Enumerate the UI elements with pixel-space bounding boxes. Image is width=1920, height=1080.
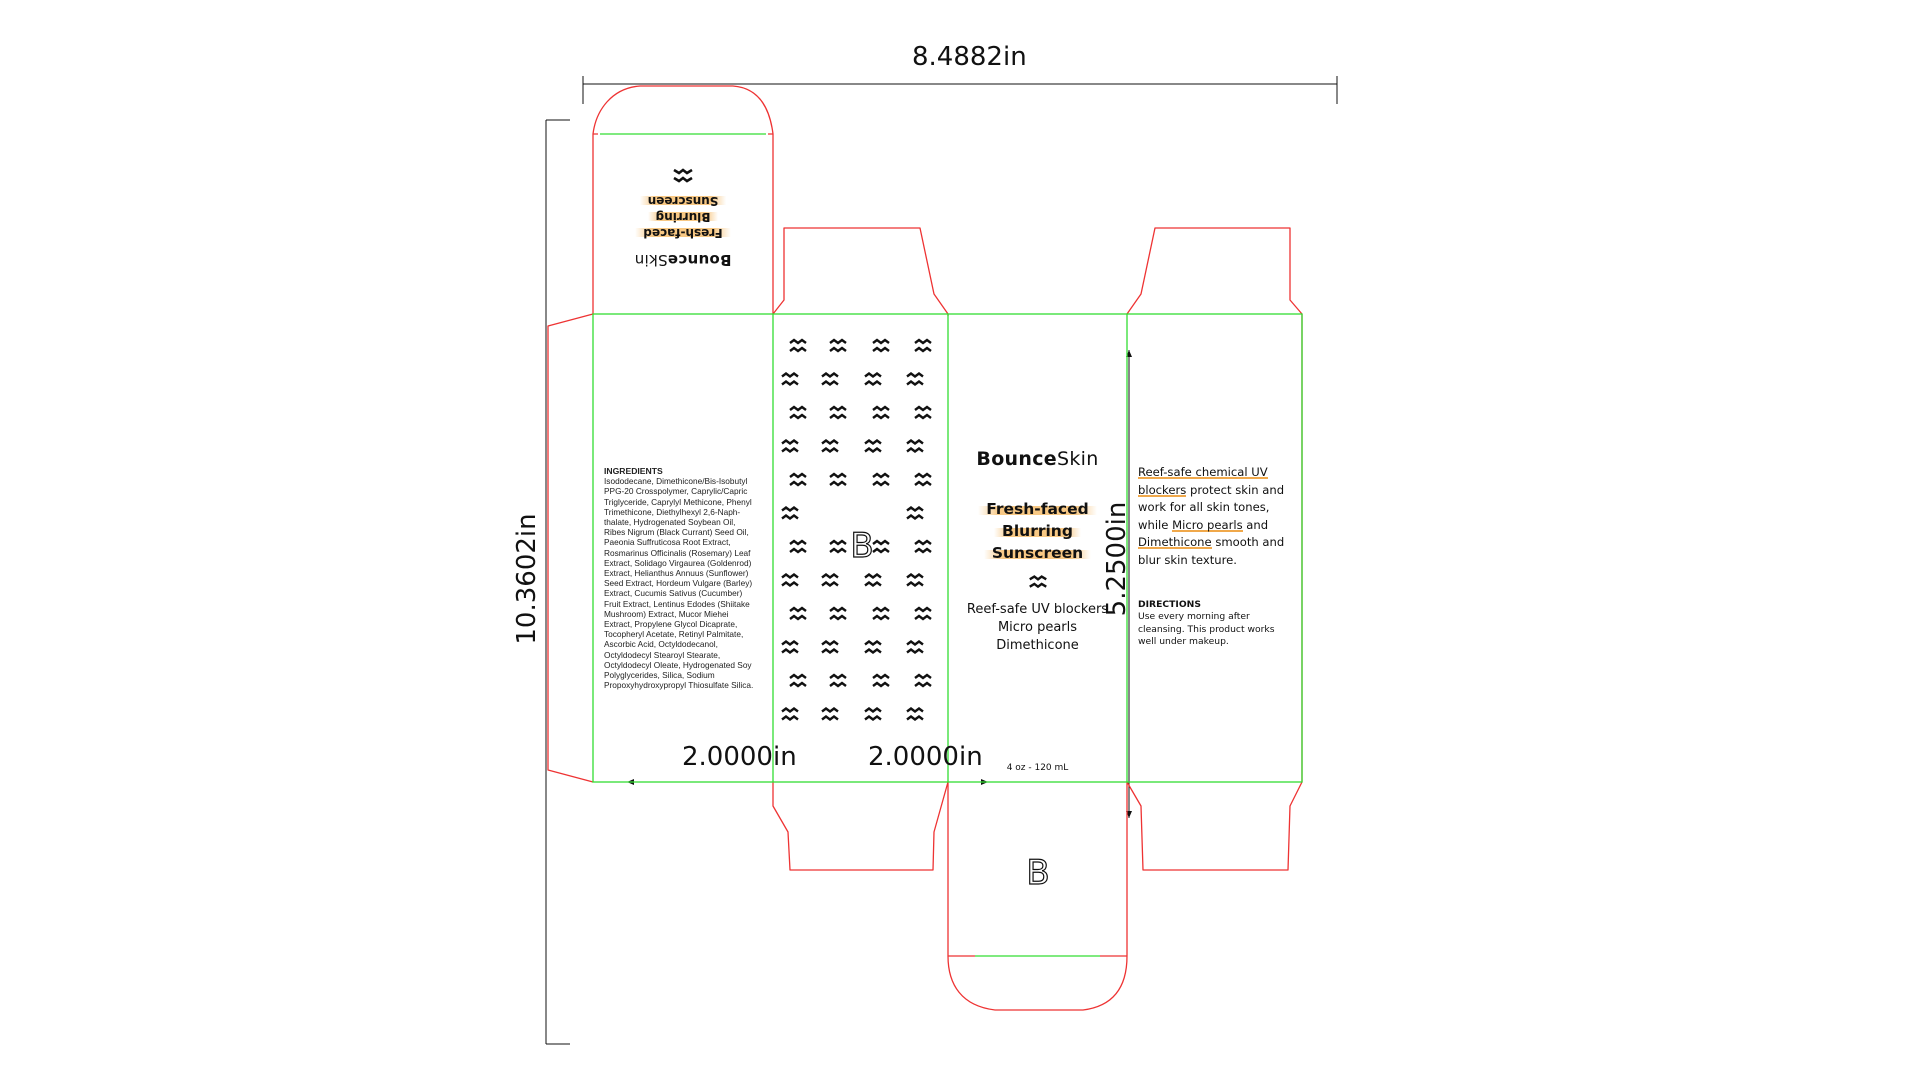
wave-icon bbox=[782, 575, 798, 586]
ingredients-line: Mushroom) Extract, Mucor Miehei bbox=[604, 608, 729, 619]
ingredients-line: Rosmarinus Officinalis (Rosemary) Leaf bbox=[604, 547, 751, 558]
wave-icon bbox=[822, 642, 838, 653]
ingredients-line: Octyldodecyl Oleate, Hydrogenated Soy bbox=[604, 659, 752, 670]
wave-icon bbox=[915, 608, 931, 619]
wave-icon bbox=[822, 575, 838, 586]
bottom-monogram-b-icon bbox=[1021, 852, 1055, 890]
ingredients-line: Extract, Solidago Virgaurea (Goldenrod) bbox=[604, 557, 752, 568]
ingredients-line: Seed Extract, Hordeum Vulgare (Barley) bbox=[604, 578, 753, 589]
volume-label: 4 oz - 120 mL bbox=[1006, 763, 1069, 773]
wave-icon bbox=[830, 675, 846, 686]
monogram-b-icon bbox=[842, 524, 882, 564]
ingredients-line: PPG-20 Crosspolymer, Caprylic/Capric bbox=[604, 486, 748, 497]
tagline-line-3: Sunscreen bbox=[984, 542, 1091, 564]
svg-text:B: B bbox=[850, 526, 874, 564]
ingredients-line: Ribes Nigrum (Black Currant) Seed Oil, bbox=[604, 527, 749, 538]
wave-icon bbox=[873, 340, 889, 351]
wave-icon bbox=[782, 441, 798, 452]
feature-2: Micro pearls bbox=[997, 620, 1078, 635]
wave-icon bbox=[907, 508, 923, 519]
wave-icon bbox=[830, 474, 846, 485]
wave-icon bbox=[873, 474, 889, 485]
ingredients-block bbox=[604, 466, 764, 690]
wave-icon bbox=[782, 709, 798, 720]
top-flap-brand: BounceSkin bbox=[634, 251, 732, 269]
ingredients-line: Polyglycerides, Silica, Sodium bbox=[604, 670, 715, 681]
wave-icon bbox=[865, 709, 881, 720]
wave-icon bbox=[822, 441, 838, 452]
tagline-line-1: Fresh-faced bbox=[978, 498, 1096, 520]
wave-icon bbox=[822, 709, 838, 720]
ingredients-line: Paeonia Suffruticosa Root Extract, bbox=[604, 537, 731, 548]
wave-icon bbox=[907, 374, 923, 385]
wave-icon bbox=[915, 541, 931, 552]
wave-icon bbox=[830, 340, 846, 351]
ingredients-line: Ascorbic Acid, Octyldodecanol, bbox=[604, 639, 718, 650]
feature-1: Reef-safe UV blockers bbox=[966, 602, 1109, 617]
front-features bbox=[948, 601, 1127, 655]
tagline-line-2: Blurring bbox=[994, 520, 1081, 542]
ingredients-line: Propoxyhydroxypropyl Thiosulfate Silica. bbox=[604, 680, 754, 691]
ingredients-line: Isododecane, Dimethicone/Bis-Isobutyl bbox=[604, 476, 748, 487]
wave-icon bbox=[915, 340, 931, 351]
ingredients-heading: INGREDIENTS bbox=[604, 466, 663, 476]
directions-block: DIRECTIONS Use every morning after cleansing. This product works well under makeup. bbox=[1138, 599, 1300, 649]
wave-icon bbox=[790, 474, 806, 485]
wave-icon bbox=[671, 165, 695, 183]
wave-icon bbox=[790, 407, 806, 418]
wave-icon bbox=[830, 407, 846, 418]
ingredients-line: Extract, Helianthus Annuus (Sunflower) bbox=[604, 568, 749, 579]
front-panel bbox=[948, 448, 1127, 655]
wave-icon bbox=[822, 374, 838, 385]
front-brand: BounceSkin bbox=[976, 448, 1099, 470]
wave-icon bbox=[907, 642, 923, 653]
wave-icon bbox=[915, 407, 931, 418]
overall-height-label: 10.3602in bbox=[512, 513, 542, 645]
wave-icon bbox=[873, 407, 889, 418]
wave-icon bbox=[790, 608, 806, 619]
panel-width-label-2: 2.0000in bbox=[868, 742, 983, 772]
ingredients-line: Extract, Cucumis Sativus (Cucumber) bbox=[604, 588, 743, 599]
wave-icon bbox=[1027, 574, 1049, 592]
ingredients-line: Trimethicone, Diethylhexyl 2,6-Naph- bbox=[604, 506, 741, 517]
ingredients-line: Octyldodecyl Stearoyl Stearate, bbox=[604, 649, 721, 660]
wave-icon bbox=[790, 675, 806, 686]
wave-icon bbox=[865, 575, 881, 586]
wave-icon bbox=[782, 508, 798, 519]
wave-icon bbox=[830, 608, 846, 619]
ingredients-line: Extract, Propylene Glycol Dicaprate, bbox=[604, 619, 738, 630]
wave-icon bbox=[907, 441, 923, 452]
top-flap-content bbox=[613, 160, 753, 269]
wave-icon bbox=[865, 441, 881, 452]
wave-icon bbox=[915, 675, 931, 686]
wave-icon bbox=[865, 374, 881, 385]
front-tagline bbox=[948, 498, 1127, 564]
ingredients-line: Tocopheryl Acetate, Retinyl Palmitate, bbox=[604, 629, 744, 640]
wave-icon bbox=[873, 675, 889, 686]
wave-icon bbox=[790, 340, 806, 351]
wave-icon bbox=[907, 575, 923, 586]
benefits-block: Reef-safe chemical UV blockers protect skin and work for all skin tones, while Micro pearls and Dimethicone smooth and blur skin texture. bbox=[1138, 465, 1285, 567]
wave-icon bbox=[915, 474, 931, 485]
wave-icon bbox=[782, 374, 798, 385]
wave-icon bbox=[873, 608, 889, 619]
wave-icon bbox=[907, 709, 923, 720]
wave-icon bbox=[865, 642, 881, 653]
ingredients-line: Triglyceride, Caprylyl Methicone, Phenyl bbox=[604, 496, 752, 507]
ingredients-text bbox=[604, 476, 764, 690]
directions-heading: DIRECTIONS bbox=[1138, 599, 1201, 610]
overall-width-label: 8.4882in bbox=[912, 42, 1027, 72]
ingredients-line: thalate, Hydrogenated Soybean Oil, bbox=[604, 517, 736, 528]
feature-3: Dimethicone bbox=[996, 638, 1079, 653]
ingredients-line: Fruit Extract, Lentinus Edodes (Shiitake bbox=[604, 598, 750, 609]
svg-text:B: B bbox=[1026, 853, 1050, 890]
wave-icon bbox=[782, 642, 798, 653]
panel-height-label: 5.2500in bbox=[1102, 501, 1132, 617]
panel-width-label-1: 2.0000in bbox=[682, 742, 797, 772]
top-flap-tagline: Fresh-faced Blurring Sunscreen bbox=[613, 193, 753, 241]
wave-icon bbox=[790, 541, 806, 552]
